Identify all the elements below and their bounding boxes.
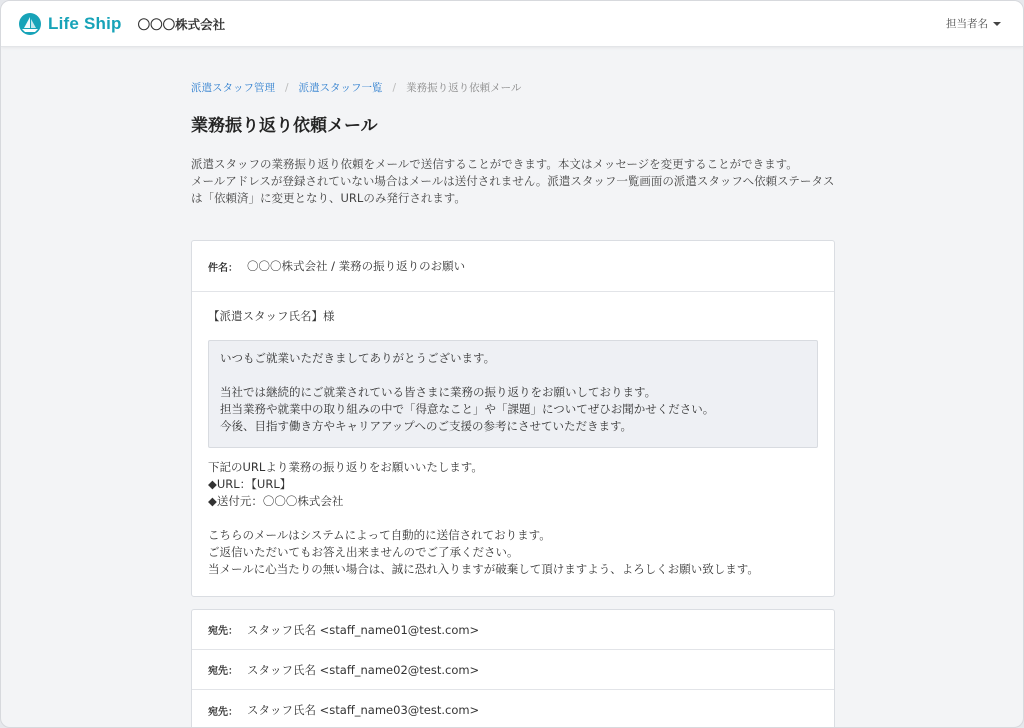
page-title: 業務振り返り依頼メール: [191, 116, 378, 136]
logo[interactable]: [19, 13, 122, 35]
logo-text: Life Ship: [48, 13, 122, 33]
description-line: メールアドレスが登録されていない場合はメールは送付されません。派遣スタッフ一覧画面の派遣スタッフへ依頼ステータス: [191, 174, 835, 188]
recipients-list: [191, 609, 835, 728]
subject-value: 〇〇〇株式会社 / 業務の振り返りのお願い: [247, 259, 466, 273]
ship-logo-icon: [19, 13, 41, 35]
breadcrumb-link-staff-list[interactable]: 派遣スタッフ一覧: [298, 82, 383, 94]
body-line: ご返信いただいてもお答え出来ませんのでご了承ください。: [208, 545, 519, 559]
body-line: 下記のURLより業務の振り返りをお願いいたします。: [208, 460, 483, 474]
message-line: 担当業務や就業中の取り組みの中で「得意なこと」や「課題」についてぜひお聞かせください。: [220, 402, 715, 416]
caret-down-icon: [993, 22, 1001, 26]
editable-message-box[interactable]: [208, 340, 818, 448]
body-line: こちらのメールはシステムによって自動的に送信されております。: [208, 528, 551, 542]
recipient-label: 宛先：: [208, 666, 238, 677]
recipient-row: [192, 610, 834, 650]
breadcrumb: [191, 80, 835, 95]
recipient-value: スタッフ氏名 <staff_name01@test.com>: [247, 622, 480, 637]
page-description: [191, 156, 835, 207]
recipient-value: スタッフ氏名 <staff_name02@test.com>: [247, 662, 480, 677]
recipient-label: 宛先：: [208, 706, 238, 718]
breadcrumb-link-staff-management[interactable]: 派遣スタッフ管理: [191, 82, 275, 94]
recipient-value: スタッフ氏名 <staff_name03@test.com>: [247, 703, 480, 717]
body-line: ◆URL：【URL】: [208, 477, 292, 491]
subject-row: [192, 241, 834, 292]
message-line: 今後、目指す働き方やキャリアアップへのご支援の参考にさせていただきます。: [220, 419, 633, 433]
recipient-row: [192, 650, 834, 690]
breadcrumb-separator: /: [392, 81, 397, 94]
body-line: 当メールに心当たりの無い場合は、誠に恐れ入りますが破棄して頂けますよう、よろしくお願い致します。: [208, 562, 759, 576]
description-line: 派遣スタッフの業務振り返り依頼をメールで送信することができます。本文はメッセージを変更することができます。: [191, 157, 798, 171]
recipient-row: [192, 690, 834, 728]
mail-body: [192, 292, 834, 596]
recipient-label: 宛先：: [208, 626, 238, 637]
user-menu-label: 担当者名: [946, 18, 988, 30]
breadcrumb-current: 業務振り返り依頼メール: [406, 82, 522, 94]
subject-label: 件名：: [208, 262, 238, 274]
user-menu[interactable]: [946, 16, 1001, 31]
company-name: 〇〇〇株式会社: [137, 16, 226, 32]
top-header: [1, 1, 1023, 47]
breadcrumb-separator: /: [285, 81, 289, 94]
message-line: 当社では継続的にご就業されている皆さまに業務の振り返りをお願いしております。: [220, 385, 657, 399]
mail-preview-card: [191, 240, 835, 597]
mail-greeting: 【派遣スタッフ氏名】様: [208, 309, 335, 323]
message-line: いつもご就業いただきましてありがとうございます。: [220, 351, 496, 365]
body-line: ◆送付元：〇〇〇株式会社: [208, 494, 344, 508]
description-line: は「依頼済」に変更となり、URLのみ発行されます。: [191, 191, 466, 205]
main-content: [191, 47, 835, 728]
